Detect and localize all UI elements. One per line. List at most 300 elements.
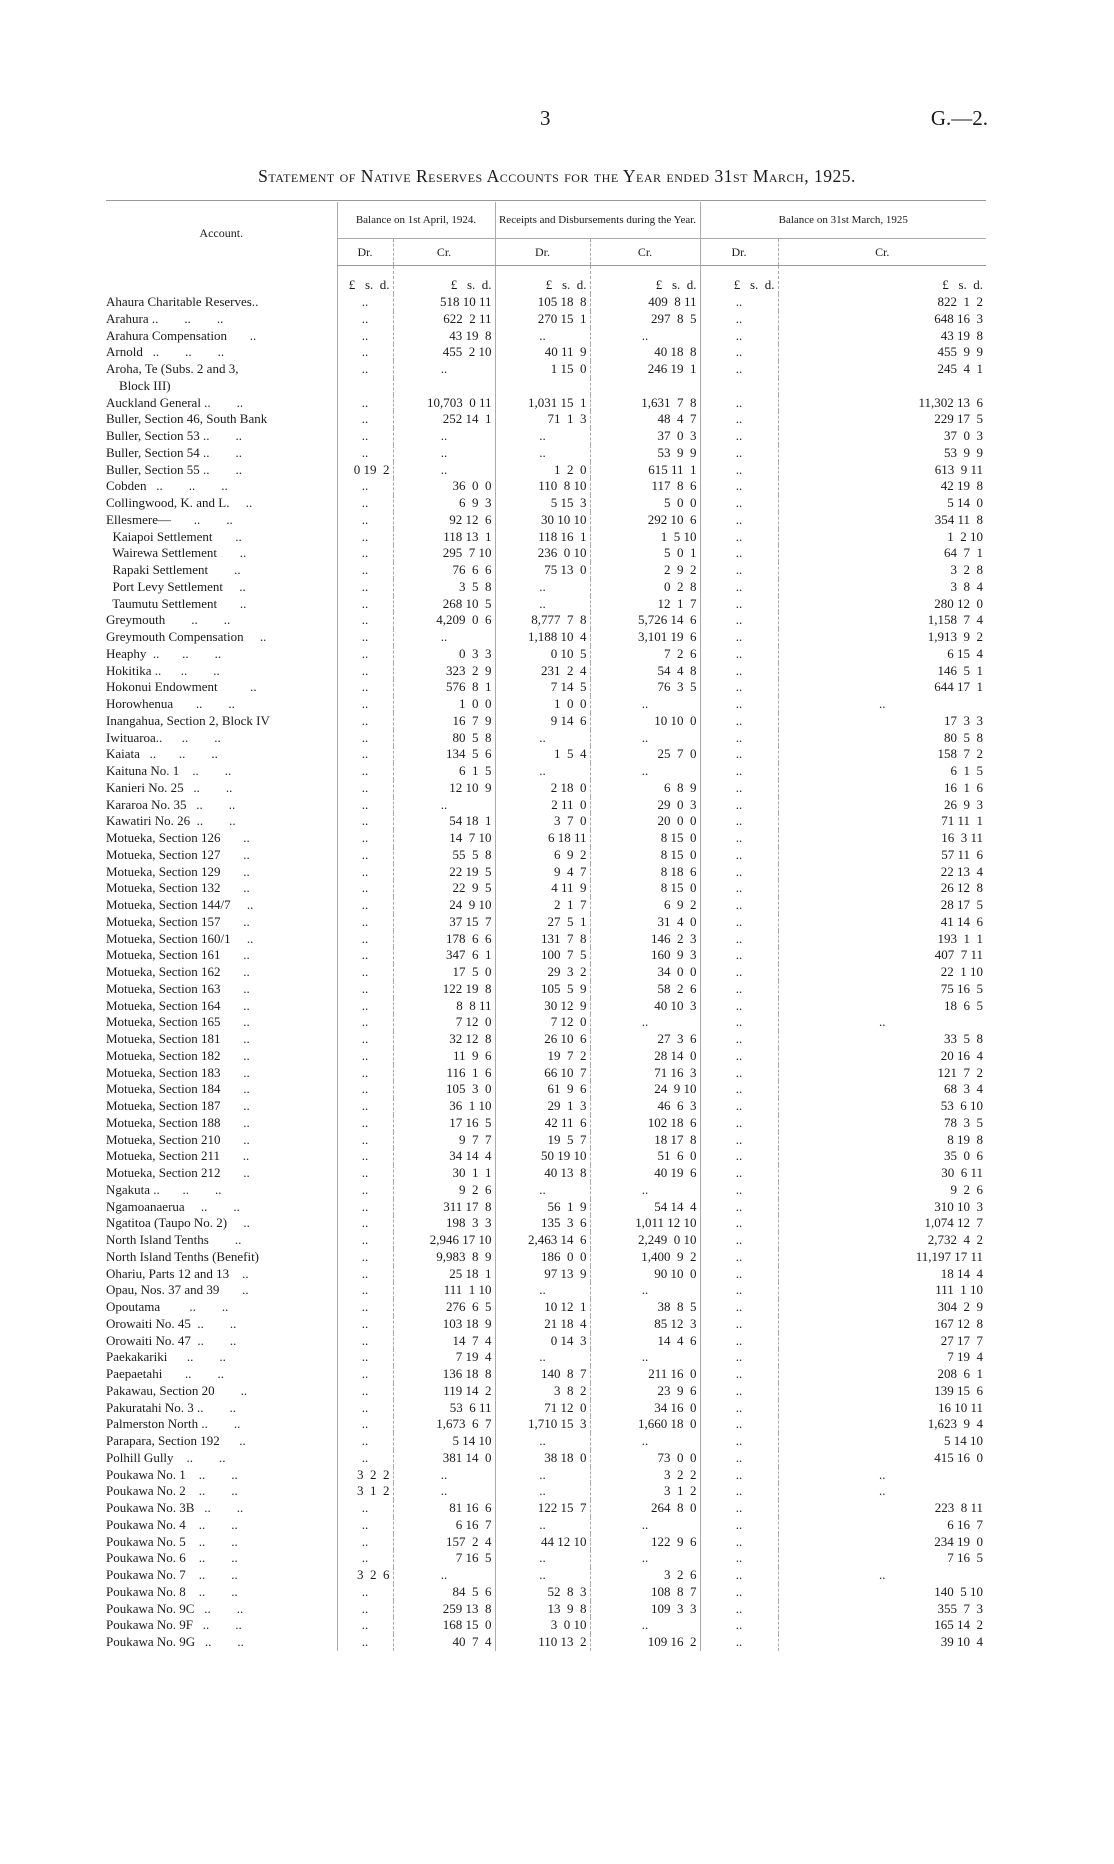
- receipts-dr-cell: 42 11 6: [495, 1115, 590, 1132]
- table-row: [106, 763, 986, 780]
- closing-cr-cell: 26 12 8: [778, 880, 986, 897]
- closing-cr-cell: 41 14 6: [778, 914, 986, 931]
- receipts-dr-cell: 5 15 3: [495, 495, 590, 512]
- opening-cr-cell: 157 2 4: [393, 1534, 495, 1551]
- receipts-cr-cell: 8 18 6: [590, 864, 700, 881]
- account-name: Motueka, Section 211 ..: [106, 1148, 250, 1164]
- opening-cr-cell: 347 6 1: [393, 947, 495, 964]
- receipts-cr-cell: 31 4 0: [590, 914, 700, 931]
- receipts-cr-cell: 109 16 2: [590, 1634, 700, 1651]
- closing-cr-cell: 415 16 0: [778, 1450, 986, 1467]
- receipts-dr-cell: 0 10 5: [495, 646, 590, 663]
- receipts-dr-cell: 56 1 9: [495, 1199, 590, 1216]
- receipts-cr-cell: 211 16 0: [590, 1366, 700, 1383]
- closing-dr-cell: ..: [700, 428, 778, 445]
- closing-cr-cell: 20 16 4: [778, 1048, 986, 1065]
- opening-dr-cell: ..: [337, 1584, 393, 1601]
- account-name: Motueka, Section 126 ..: [106, 830, 250, 845]
- closing-dr-cell: ..: [700, 1182, 778, 1199]
- opening-dr-cell: ..: [337, 1400, 393, 1417]
- receipts-dr-cell: 27 5 1: [495, 914, 590, 931]
- closing-cr-cell: 407 7 11: [778, 947, 986, 964]
- closing-cr-cell: 140 5 10: [778, 1584, 986, 1601]
- opening-cr-cell: 17 5 0: [393, 964, 495, 981]
- opening-dr-cell: [337, 378, 393, 395]
- units-label: £ s. d.: [495, 266, 590, 295]
- account-name: Motueka, Section 132 ..: [106, 880, 250, 896]
- receipts-dr-cell: 3 0 10: [495, 1617, 590, 1634]
- closing-dr-cell: ..: [700, 730, 778, 747]
- receipts-dr-cell: 38 18 0: [495, 1450, 590, 1467]
- receipts-cr-cell: 0 2 8: [590, 579, 700, 596]
- opening-cr-cell: 9 7 7: [393, 1132, 495, 1149]
- closing-dr-cell: ..: [700, 462, 778, 479]
- receipts-dr-cell: 40 11 9: [495, 344, 590, 361]
- closing-dr-cell: ..: [700, 1383, 778, 1400]
- receipts-cr-cell: 34 16 0: [590, 1400, 700, 1417]
- account-name: Ellesmere— .. ..: [106, 511, 233, 527]
- opening-dr-cell: ..: [337, 545, 393, 562]
- table-row: [106, 1232, 986, 1249]
- closing-cr-cell: 6 16 7: [778, 1517, 986, 1534]
- receipts-cr-cell: 5 0 1: [590, 545, 700, 562]
- opening-cr-cell: 22 19 5: [393, 864, 495, 881]
- receipts-dr-cell: ..: [495, 1349, 590, 1366]
- receipts-dr-cell: 100 7 5: [495, 947, 590, 964]
- units-label: £ s. d.: [700, 266, 778, 295]
- opening-dr-cell: ..: [337, 445, 393, 462]
- closing-dr-cell: ..: [700, 1065, 778, 1082]
- receipts-dr-cell: 71 12 0: [495, 1400, 590, 1417]
- opening-dr-cell: 3 1 2: [337, 1483, 393, 1500]
- opening-dr-cell: ..: [337, 495, 393, 512]
- closing-dr-cell: ..: [700, 713, 778, 730]
- table-row: [106, 864, 986, 881]
- receipts-cr-cell: 2,249 0 10: [590, 1232, 700, 1249]
- closing-dr-cell: ..: [700, 1132, 778, 1149]
- opening-dr-cell: ..: [337, 1500, 393, 1517]
- opening-dr-cell: ..: [337, 529, 393, 546]
- opening-cr-cell: 118 13 1: [393, 529, 495, 546]
- receipts-dr-cell: 1 5 4: [495, 746, 590, 763]
- receipts-cr-cell: ..: [590, 1617, 700, 1634]
- opening-cr-cell: 14 7 4: [393, 1333, 495, 1350]
- receipts-cr-cell: 109 3 3: [590, 1601, 700, 1618]
- receipts-disbursements-header: Receipts and Disbursements during the Year.: [495, 202, 700, 239]
- receipts-cr-cell: ..: [590, 1433, 700, 1450]
- receipts-dr-cell: 3 8 2: [495, 1383, 590, 1400]
- receipts-cr-cell: 54 4 8: [590, 663, 700, 680]
- account-name: Poukawa No. 7 .. ..: [106, 1567, 238, 1582]
- receipts-cr-cell: 48 4 7: [590, 411, 700, 428]
- closing-cr-cell: 304 2 9: [778, 1299, 986, 1316]
- page-number: 3: [540, 106, 551, 130]
- receipts-dr-cell: 122 15 7: [495, 1500, 590, 1517]
- receipts-cr-cell: 3 2 6: [590, 1567, 700, 1584]
- receipts-cr-cell: ..: [590, 1182, 700, 1199]
- closing-dr-cell: ..: [700, 696, 778, 713]
- table-row: [106, 830, 986, 847]
- receipts-cr-cell: 102 18 6: [590, 1115, 700, 1132]
- account-name: Poukawa No. 9F .. ..: [106, 1617, 242, 1633]
- table-row: [106, 311, 986, 328]
- opening-cr-cell: 311 17 8: [393, 1199, 495, 1216]
- account-name: Motueka, Section 163 ..: [106, 980, 250, 996]
- table-row: [106, 1249, 986, 1266]
- account-name: Pakawau, Section 20 ..: [106, 1382, 248, 1398]
- table-row: [106, 730, 986, 747]
- opening-dr-cell: ..: [337, 1366, 393, 1383]
- account-name: Motueka, Section 184 ..: [106, 1081, 250, 1097]
- account-name: Motueka, Section 160/1 ..: [106, 930, 254, 946]
- table-row: [106, 813, 986, 830]
- closing-cr-cell: 1,074 12 7: [778, 1215, 986, 1232]
- opening-cr-cell: ..: [393, 1483, 495, 1500]
- account-name: Inangahua, Section 2, Block IV: [106, 712, 270, 728]
- receipts-dr-cell: 66 10 7: [495, 1065, 590, 1082]
- table-row: [106, 1048, 986, 1065]
- closing-dr-cell: ..: [700, 1433, 778, 1450]
- receipts-cr-cell: 18 17 8: [590, 1132, 700, 1149]
- opening-dr-cell: ..: [337, 998, 393, 1015]
- table-row: [106, 1601, 986, 1618]
- opening-dr-cell: ..: [337, 612, 393, 629]
- receipts-dr-cell: 118 16 1: [495, 529, 590, 546]
- closing-dr-cell: ..: [700, 1014, 778, 1031]
- account-name: Motueka, Section 181 ..: [106, 1031, 250, 1046]
- closing-cr-cell: 30 6 11: [778, 1165, 986, 1182]
- opening-dr-cell: ..: [337, 1165, 393, 1182]
- opening-dr-cell: ..: [337, 1634, 393, 1651]
- receipts-dr-cell: 1,031 15 1: [495, 395, 590, 412]
- table-row: [106, 1517, 986, 1534]
- opening-cr-cell: ..: [393, 1567, 495, 1584]
- opening-dr-cell: ..: [337, 562, 393, 579]
- account-name: Poukawa No. 1 .. ..: [106, 1466, 238, 1482]
- closing-dr-cell: ..: [700, 914, 778, 931]
- closing-dr-cell: ..: [700, 763, 778, 780]
- receipts-cr-cell: 51 6 0: [590, 1148, 700, 1165]
- receipts-cr-cell: 34 0 0: [590, 964, 700, 981]
- closing-dr-cell: ..: [700, 1081, 778, 1098]
- opening-dr-cell: ..: [337, 1333, 393, 1350]
- closing-dr-cell: ..: [700, 1215, 778, 1232]
- table-row: [106, 1483, 986, 1500]
- closing-cr-cell: 42 19 8: [778, 478, 986, 495]
- table-row: [106, 361, 986, 378]
- opening-cr-cell: 178 6 6: [393, 931, 495, 948]
- closing-dr-cell: ..: [700, 1148, 778, 1165]
- table-row: [106, 1132, 986, 1149]
- receipts-dr-cell: ..: [495, 1467, 590, 1484]
- receipts-dr-cell: 13 9 8: [495, 1601, 590, 1618]
- closing-cr-cell: 1,158 7 4: [778, 612, 986, 629]
- account-name: Poukawa No. 6 .. ..: [106, 1550, 238, 1566]
- account-name: Kaiata .. .. ..: [106, 746, 218, 762]
- opening-cr-cell: 22 9 5: [393, 880, 495, 897]
- closing-dr-cell: ..: [700, 746, 778, 763]
- opening-cr-cell: ..: [393, 361, 495, 378]
- opening-dr-cell: ..: [337, 847, 393, 864]
- table-row: [106, 612, 986, 629]
- account-name: Buller, Section 46, South Bank: [106, 411, 268, 427]
- receipts-cr-cell: 25 7 0: [590, 746, 700, 763]
- account-name: Greymouth .. ..: [106, 612, 231, 628]
- receipts-cr-cell: 54 14 4: [590, 1199, 700, 1216]
- closing-cr-cell: 16 1 6: [778, 780, 986, 797]
- opening-dr-cell: ..: [337, 763, 393, 780]
- account-name: Motueka, Section 210 ..: [106, 1131, 250, 1147]
- account-name: Aroha, Te (Subs. 2 and 3,: [106, 361, 239, 376]
- table-row: [106, 679, 986, 696]
- receipts-cr-cell: 23 9 6: [590, 1383, 700, 1400]
- opening-dr-cell: ..: [337, 1232, 393, 1249]
- account-name: Kawatiri No. 26 .. ..: [106, 813, 236, 829]
- closing-cr-cell: 822 1 2: [778, 294, 986, 311]
- opening-cr-cell: 37 15 7: [393, 914, 495, 931]
- table-row: [106, 1550, 986, 1567]
- account-name: Motueka, Section 165 ..: [106, 1014, 250, 1030]
- receipts-dr-cell: 21 18 4: [495, 1316, 590, 1333]
- table-row: [106, 445, 986, 462]
- closing-cr-cell: 2,732 4 2: [778, 1232, 986, 1249]
- closing-cr-cell: 27 17 7: [778, 1333, 986, 1350]
- opening-dr-cell: ..: [337, 880, 393, 897]
- account-name: Motueka, Section 188 ..: [106, 1114, 250, 1130]
- table-row: [106, 529, 986, 546]
- closing-dr-cell: ..: [700, 512, 778, 529]
- table-row: [106, 880, 986, 897]
- closing-dr-cell: ..: [700, 679, 778, 696]
- receipts-dr-cell: 0 14 3: [495, 1333, 590, 1350]
- opening-cr-cell: 12 10 9: [393, 780, 495, 797]
- opening-dr-cell: ..: [337, 1031, 393, 1048]
- table-row: [106, 579, 986, 596]
- receipts-dr-cell: 30 10 10: [495, 512, 590, 529]
- opening-dr-cell: ..: [337, 411, 393, 428]
- account-name: North Island Tenths ..: [106, 1232, 242, 1247]
- opening-cr-cell: 92 12 6: [393, 512, 495, 529]
- receipts-dr-cell: 6 18 11: [495, 830, 590, 847]
- table-row: [106, 713, 986, 730]
- closing-cr-cell: 22 13 4: [778, 864, 986, 881]
- closing-cr-cell: 648 16 3: [778, 311, 986, 328]
- receipts-cr-cell: 264 8 0: [590, 1500, 700, 1517]
- closing-dr-cell: ..: [700, 1048, 778, 1065]
- account-header: Account.: [199, 226, 244, 241]
- receipts-dr-cell: 10 12 1: [495, 1299, 590, 1316]
- opening-cr-cell: 622 2 11: [393, 311, 495, 328]
- receipts-dr-cell: 75 13 0: [495, 562, 590, 579]
- receipts-dr-cell: 26 10 6: [495, 1031, 590, 1048]
- table-row: [106, 1148, 986, 1165]
- table-row: [106, 344, 986, 361]
- closing-dr-cell: ..: [700, 947, 778, 964]
- closing-dr-cell: ..: [700, 1031, 778, 1048]
- opening-dr-cell: ..: [337, 478, 393, 495]
- opening-cr-cell: 119 14 2: [393, 1383, 495, 1400]
- receipts-dr-cell: 135 3 6: [495, 1215, 590, 1232]
- closing-dr-cell: ..: [700, 1634, 778, 1651]
- receipts-dr-cell: 7 12 0: [495, 1014, 590, 1031]
- receipts-dr-cell: 19 5 7: [495, 1132, 590, 1149]
- table-row: [106, 545, 986, 562]
- closing-dr-cell: ..: [700, 562, 778, 579]
- opening-dr-cell: ..: [337, 1014, 393, 1031]
- opening-dr-cell: ..: [337, 981, 393, 998]
- closing-dr-cell: ..: [700, 931, 778, 948]
- opening-cr-cell: 32 12 8: [393, 1031, 495, 1048]
- closing-dr-cell: ..: [700, 1534, 778, 1551]
- closing-cr-cell: 5 14 0: [778, 495, 986, 512]
- opening-cr-cell: 136 18 8: [393, 1366, 495, 1383]
- closing-cr-cell: 3 8 4: [778, 579, 986, 596]
- opening-cr-cell: 7 19 4: [393, 1349, 495, 1366]
- opening-dr-cell: ..: [337, 646, 393, 663]
- opening-dr-cell: ..: [337, 1349, 393, 1366]
- receipts-cr-cell: 8 15 0: [590, 830, 700, 847]
- table-row: [106, 294, 986, 311]
- closing-cr-cell: 26 9 3: [778, 797, 986, 814]
- opening-cr-cell: 10,703 0 11: [393, 395, 495, 412]
- opening-cr-cell: 455 2 10: [393, 344, 495, 361]
- closing-cr-cell: 53 9 9: [778, 445, 986, 462]
- closing-cr-cell: 64 7 1: [778, 545, 986, 562]
- receipts-dr-cell: 61 9 6: [495, 1081, 590, 1098]
- opening-cr-cell: [393, 378, 495, 395]
- table-row: [106, 1567, 986, 1584]
- receipts-dr-cell: 1,710 15 3: [495, 1416, 590, 1433]
- receipts-dr-cell: 30 12 9: [495, 998, 590, 1015]
- closing-cr-cell: 1,623 9 4: [778, 1416, 986, 1433]
- receipts-cr-cell: 409 8 11: [590, 294, 700, 311]
- table-row: [106, 1215, 986, 1232]
- opening-cr-cell: 14 7 10: [393, 830, 495, 847]
- opening-dr-cell: ..: [337, 663, 393, 680]
- receipts-cr-cell: 6 8 9: [590, 780, 700, 797]
- account-name: Motueka, Section 182 ..: [106, 1047, 250, 1063]
- opening-dr-cell: ..: [337, 1316, 393, 1333]
- receipts-dr-cell: ..: [495, 1182, 590, 1199]
- table-row: [106, 1333, 986, 1350]
- opening-dr-cell: ..: [337, 830, 393, 847]
- table-row: [106, 1383, 986, 1400]
- account-name: Kararoa No. 35 .. ..: [106, 796, 236, 812]
- opening-cr-cell: 518 10 11: [393, 294, 495, 311]
- closing-cr-cell: 1,913 9 2: [778, 629, 986, 646]
- receipts-cr-cell: 38 8 5: [590, 1299, 700, 1316]
- closing-dr-cell: ..: [700, 545, 778, 562]
- receipts-cr-cell: [590, 378, 700, 395]
- receipts-cr-cell: 90 10 0: [590, 1266, 700, 1283]
- receipts-cr-cell: 46 6 3: [590, 1098, 700, 1115]
- units-label: £ s. d.: [393, 266, 495, 295]
- receipts-cr-cell: 615 11 1: [590, 462, 700, 479]
- receipts-cr-cell: 20 0 0: [590, 813, 700, 830]
- opening-cr-cell: ..: [393, 462, 495, 479]
- receipts-dr-cell: 1 0 0: [495, 696, 590, 713]
- opening-cr-cell: 34 14 4: [393, 1148, 495, 1165]
- account-name: Kaituna No. 1 .. ..: [106, 763, 232, 778]
- receipts-cr-cell: 28 14 0: [590, 1048, 700, 1065]
- receipts-cr-cell: 85 12 3: [590, 1316, 700, 1333]
- closing-dr-cell: ..: [700, 361, 778, 378]
- opening-dr-cell: ..: [337, 1065, 393, 1082]
- account-name: Buller, Section 55 .. ..: [106, 461, 242, 477]
- opening-cr-cell: 252 14 1: [393, 411, 495, 428]
- opening-dr-cell: ..: [337, 1517, 393, 1534]
- receipts-dr-cell: ..: [495, 1517, 590, 1534]
- closing-dr-cell: ..: [700, 411, 778, 428]
- receipts-cr-cell: 3,101 19 6: [590, 629, 700, 646]
- opening-dr-cell: ..: [337, 428, 393, 445]
- table-row: [106, 663, 986, 680]
- opening-cr-cell: 134 5 6: [393, 746, 495, 763]
- opening-dr-cell: 0 19 2: [337, 462, 393, 479]
- closing-cr-header: Cr.: [778, 239, 986, 266]
- closing-cr-cell: ..: [778, 1014, 986, 1031]
- receipts-dr-cell: ..: [495, 1282, 590, 1299]
- account-name: Paepaetahi .. ..: [106, 1366, 225, 1381]
- receipts-dr-cell: 1 2 0: [495, 462, 590, 479]
- table-row: [106, 462, 986, 479]
- closing-dr-cell: ..: [700, 880, 778, 897]
- closing-dr-cell: ..: [700, 897, 778, 914]
- closing-dr-cell: ..: [700, 1349, 778, 1366]
- closing-cr-cell: 28 17 5: [778, 897, 986, 914]
- closing-dr-cell: ..: [700, 395, 778, 412]
- receipts-dr-cell: 8,777 7 8: [495, 612, 590, 629]
- table-row: [106, 914, 986, 931]
- opening-cr-cell: 36 0 0: [393, 478, 495, 495]
- table-row: [106, 395, 986, 412]
- closing-cr-cell: 7 16 5: [778, 1550, 986, 1567]
- opening-dr-cell: 3 2 2: [337, 1467, 393, 1484]
- opening-cr-cell: 381 14 0: [393, 1450, 495, 1467]
- account-name: Ngamoanaerua .. ..: [106, 1198, 240, 1214]
- opening-cr-cell: 168 15 0: [393, 1617, 495, 1634]
- receipts-dr-cell: 3 7 0: [495, 813, 590, 830]
- opening-dr-cell: ..: [337, 947, 393, 964]
- receipts-dr-cell: 29 1 3: [495, 1098, 590, 1115]
- closing-cr-cell: 229 17 5: [778, 411, 986, 428]
- closing-dr-cell: ..: [700, 344, 778, 361]
- table-row: [106, 1366, 986, 1383]
- receipts-cr-cell: 27 3 6: [590, 1031, 700, 1048]
- receipts-dr-cell: 236 0 10: [495, 545, 590, 562]
- opening-cr-cell: 9 2 6: [393, 1182, 495, 1199]
- closing-cr-cell: 6 1 5: [778, 763, 986, 780]
- closing-dr-cell: ..: [700, 1366, 778, 1383]
- receipts-dr-cell: ..: [495, 579, 590, 596]
- receipts-cr-cell: 5,726 14 6: [590, 612, 700, 629]
- opening-cr-cell: 40 7 4: [393, 1634, 495, 1651]
- receipts-cr-cell: ..: [590, 696, 700, 713]
- closing-dr-cell: ..: [700, 629, 778, 646]
- opening-dr-cell: ..: [337, 1534, 393, 1551]
- closing-cr-cell: 37 0 3: [778, 428, 986, 445]
- receipts-cr-cell: ..: [590, 1349, 700, 1366]
- receipts-dr-cell: ..: [495, 328, 590, 345]
- closing-cr-cell: 11,197 17 11: [778, 1249, 986, 1266]
- opening-dr-cell: ..: [337, 1199, 393, 1216]
- opening-cr-cell: 76 6 6: [393, 562, 495, 579]
- units-label: £ s. d.: [337, 266, 393, 295]
- units-label: £ s. d.: [778, 266, 986, 295]
- closing-dr-cell: ..: [700, 1550, 778, 1567]
- receipts-cr-cell: ..: [590, 328, 700, 345]
- account-name: Buller, Section 54 .. ..: [106, 444, 242, 460]
